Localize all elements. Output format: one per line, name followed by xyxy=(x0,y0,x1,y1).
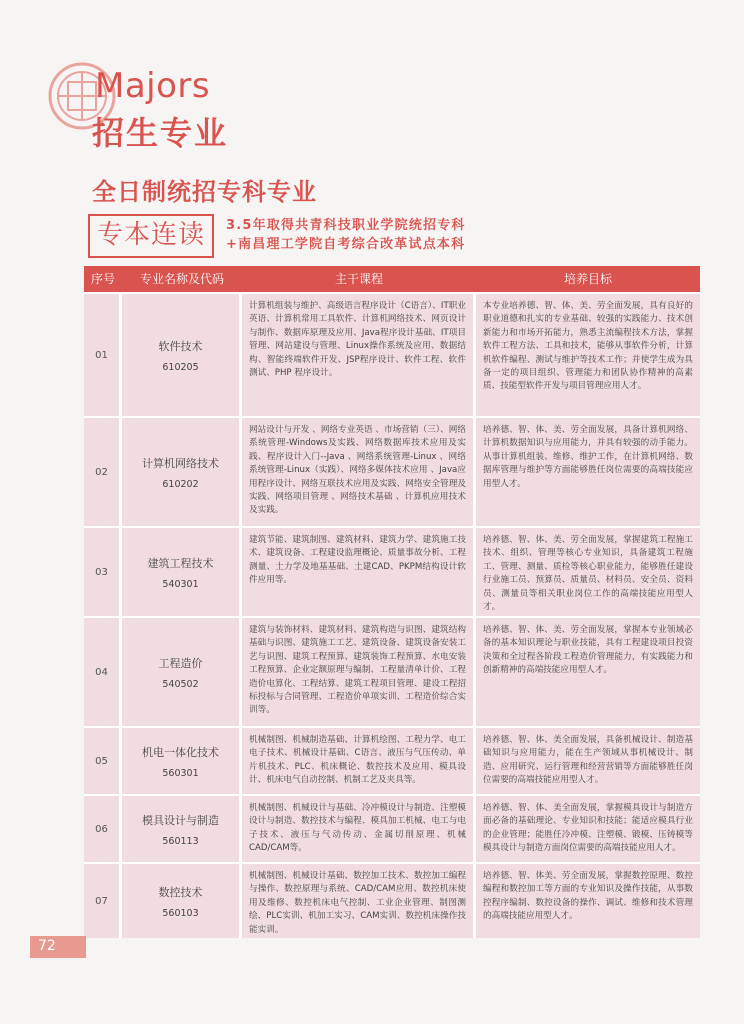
row-index: 03 xyxy=(84,528,122,616)
major-name: 数控技术 xyxy=(158,885,203,899)
major-goal: 培养德、智、体、美、劳全面发展，掌握本专业领域必备的基本知识理论与职业技能，具有工程建设项目投资决策和全过程各阶段工程造价管理能力，有实践能力和创新精神的高端技能应用型人才。 xyxy=(476,618,700,726)
chinese-title: 招生专业 xyxy=(92,114,229,152)
header-courses: 主干课程 xyxy=(334,272,383,286)
table-row xyxy=(84,526,700,616)
program-note-1: 3.5年取得共青科技职业学院统招专科 xyxy=(226,218,466,233)
major-name: 机电一体化技术 xyxy=(142,745,219,759)
table-row xyxy=(84,726,700,794)
major-name: 软件技术 xyxy=(158,339,203,353)
majors-table xyxy=(84,266,700,938)
major-goal: 培养德、智、体、美全面发展，掌握模具设计与制造方面必备的基础理论、专业知识和技能；能适应模具行业的企业管理；能胜任冷冲模、注塑模、锻模、压铸模等模具设计与制造方面岗位需要的高端技能应用人才。 xyxy=(476,796,700,862)
major-goal: 培养德、智、体美、劳全面发展，掌握数控原理、数控编程和数控加工等方面的专业知识及操作技能，从事数控程序编制、数控设备的操作、调试、维修和技术管理的高端技能应用型人才。 xyxy=(476,864,700,938)
header-index: 序号 xyxy=(90,272,115,286)
major-cell xyxy=(122,796,242,862)
row-index: 07 xyxy=(84,864,122,938)
major-code: 540502 xyxy=(162,678,199,690)
major-code: 610202 xyxy=(162,478,199,490)
major-cell xyxy=(122,528,242,616)
header-name: 专业名称及代码 xyxy=(139,272,224,286)
major-cell xyxy=(122,728,242,794)
major-code: 560301 xyxy=(162,767,199,779)
major-code: 560113 xyxy=(162,835,199,847)
major-name: 模具设计与制造 xyxy=(142,813,219,827)
major-courses: 建筑与装饰材料、建筑材料、建筑构造与识图、建筑结构基础与识图、建筑施工工艺、建筑设备、建筑设备安装工艺与识图、建筑工程预算、建筑装饰工程预算、水电安装工程预算、企业定额原理与编制、工程量清单计价、工程造价电算化、工程结算、建筑工程项目管理、建设工程招标投标与合同管理、工程造价单项实训、工程造价综合实训等。 xyxy=(242,618,476,726)
row-index: 06 xyxy=(84,796,122,862)
table-row xyxy=(84,794,700,862)
header-goal: 培养目标 xyxy=(563,272,612,286)
row-index: 05 xyxy=(84,728,122,794)
major-courses: 计算机组装与维护、高级语言程序设计（C语言）、IT职业英语、计算机常用工具软件、计算机网络技术、网页设计与制作、数据库原理及应用、Java程序设计基础、IT项目管理、网站建设与管理、Linux操作系统及应用、数据结构、智能终端软件开发、JSP程序设计、软件工程、软件测试、PHP 程序设计。 xyxy=(242,294,476,416)
major-code: 560103 xyxy=(162,907,199,919)
row-index: 01 xyxy=(84,294,122,416)
major-goal: 培养德、智、体、美全面发展，具备机械设计、制造基础知识与应用能力，能在生产领域从事机械设计、制造、应用研究、运行管理和经营营销等方面能够胜任岗位需要的高端技能应用型人才。 xyxy=(476,728,700,794)
major-code: 610205 xyxy=(162,361,199,373)
major-name: 工程造价 xyxy=(158,656,203,670)
major-courses: 机械制图、机械设计基础、数控加工技术、数控加工编程与操作、数控原理与系统、CAD/CAM应用、数控机床使用及维修、数控机床电气控制、工业企业管理、制图测绘、PLC实训、机加工实习、CAM实训、数控机床操作技能实训。 xyxy=(242,864,476,938)
major-name: 计算机网络技术 xyxy=(142,456,219,470)
row-index: 04 xyxy=(84,618,122,726)
major-cell xyxy=(122,418,242,526)
row-index: 02 xyxy=(84,418,122,526)
table-row xyxy=(84,616,700,726)
major-courses: 建筑节能、建筑制图、建筑材料、建筑力学、建筑施工技术、建筑设备、工程建设监理概论、质量事故分析、工程测量、土力学及地基基础、土建CAD、PKPM结构设计软件应用等。 xyxy=(242,528,476,616)
major-courses: 机械制图、机械设计与基础、冷冲模设计与制造、注塑模设计与制造、数控技术与编程、模具加工机械、电工与电子技术、液压与气动传动、金属切削原理、机械CAD/CAM等。 xyxy=(242,796,476,862)
major-courses: 机械制图、机械制造基础、计算机绘图、工程力学、电工电子技术、机械设计基础、C语言、液压与气压传动、单片机技术、PLC、机床概论、数控技术及应用、模具设计、机床电气自动控制、机制工艺及夹具等。 xyxy=(242,728,476,794)
major-code: 540301 xyxy=(162,578,199,590)
table-row xyxy=(84,416,700,526)
table-header xyxy=(84,266,700,292)
table-row xyxy=(84,862,700,938)
major-goal: 培养德、智、体、美、劳全面发展，具备计算机网络、计算机数据知识与应用能力，并具有较强的动手能力。从事计算机组装、维修、维护工作，在计算机网络、数据库管理与维护等方面能够胜任岗位需要的高端技能应用型人才。 xyxy=(476,418,700,526)
program-note-2: +南昌理工学院自考综合改革试点本科 xyxy=(226,237,466,252)
major-cell xyxy=(122,618,242,726)
section-title: 全日制统招专科专业 xyxy=(92,178,317,206)
major-courses: 网站设计与开发 、网络专业英语 、市场营销（三）、网络系统管理-Windows及实践、网络数据库技术应用及实践、程序设计入门--Java 、网络系统管理-Linux 、网络系统管理-Linux（实践）、网络多媒体技术应用 、Java应用程序设计、网络互联技术应用及实践、网络安全管理及实践、网络项目管理 、网络技术基础 、计算机应用技术及实践。 xyxy=(242,418,476,526)
english-title: Majors xyxy=(95,66,211,106)
major-cell xyxy=(122,864,242,938)
major-cell xyxy=(122,294,242,416)
major-goal: 培养德、智、体、美、劳全面发展，掌握建筑工程施工技术、组织、管理等核心专业知识，具备建筑工程施工、管理、测量、质检等核心职业能力，能够胜任建设行业施工员、预算员、质量员、材料员、安全员、资料员、测量员等相关职业岗位工作的高端技能应用型人才。 xyxy=(476,528,700,616)
table-row xyxy=(84,292,700,416)
major-name: 建筑工程技术 xyxy=(147,556,214,570)
page-number: 72 xyxy=(38,938,56,954)
major-goal: 本专业培养德、智、体、美、劳全面发展，具有良好的职业道德和扎实的专业基础、较强的实践能力、技术创新能力和市场开拓能力，熟悉主流编程技术方法，掌握软件工程方法、工具和技术，能够从事软件分析，计算机软件编程、测试与维护等技术工作；并使学生成为具备一定的项目组织、管理能力和团队协作精神的高素质、技能型软件开发与项目管理应用人才。 xyxy=(476,294,700,416)
program-label: 专本连读 xyxy=(88,214,214,258)
